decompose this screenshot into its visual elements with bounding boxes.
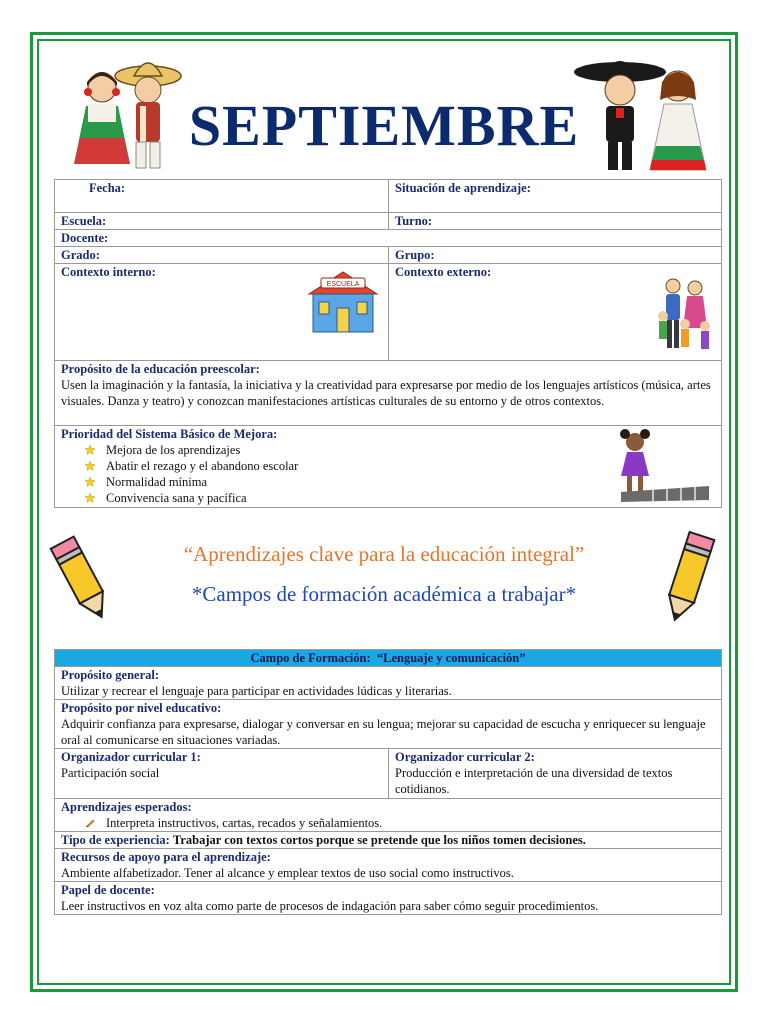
grado-label: Grado: [61, 248, 100, 262]
organizador-2-label: Organizador curricular 2: [395, 750, 535, 764]
pencil-bullet-icon [85, 818, 95, 828]
fecha-cell [55, 180, 389, 213]
prioridad-text: Mejora de los aprendizajes [106, 443, 241, 457]
star-bullet-icon [85, 477, 95, 487]
proposito-preescolar-label: Propósito de la educación preescolar: [61, 362, 260, 376]
papel-docente-cell [55, 882, 722, 915]
contexto-interno-label: Contexto interno: [61, 265, 156, 279]
recursos-label: Recursos de apoyo para el aprendizaje: [61, 850, 271, 864]
school-sign: ESCUELA [326, 281, 360, 288]
family-icon [655, 274, 713, 356]
situacion-cell [389, 180, 722, 213]
recursos-text: Ambiente alfabetizador. Tener al alcance y emplear textos de uso social como instructivos. [61, 866, 514, 880]
papel-docente-label: Papel de docente: [61, 883, 155, 897]
proposito-general-label: Propósito general: [61, 668, 160, 682]
campo-header-value: “Lenguaje y comunicación” [376, 651, 526, 665]
aprendizaje-text: Interpreta instructivos, cartas, recados y señalamientos. [106, 816, 383, 830]
prioridad-text: Abatir el rezago y el abandono escolar [106, 459, 299, 473]
campo-formacion-table [54, 649, 722, 915]
proposito-general-cell [55, 667, 722, 700]
contexto-externo-label: Contexto externo: [395, 265, 492, 279]
docente-label: Docente: [61, 231, 109, 245]
school-building-icon [305, 268, 381, 336]
prioridad-label: Prioridad del Sistema Básico de Mejora: [61, 427, 278, 441]
girl-hopscotch-icon [611, 428, 713, 504]
proposito-preescolar-text: Usen la imaginación y la fantasía, la iniciativa y la creatividad para expresarse por medio de los lenguajes artísticos (música, artes visuales. Danza y teatro) y conozcan manifestaciones artísticas culturales de su entorno y de otros contextos. [61, 378, 711, 408]
month-title: SEPTIEMBRE [188, 93, 580, 158]
escuela-label: Escuela: [61, 214, 107, 228]
organizador-2-text: Producción e interpretación de una diversidad de textos cotidianos. [395, 766, 673, 796]
aprendizaje-item [61, 815, 715, 831]
organizador-1-text: Participación social [61, 766, 160, 780]
proposito-nivel-label: Propósito por nivel educativo: [61, 701, 222, 715]
campo-header [55, 650, 722, 667]
prioridad-text: Normalidad mínima [106, 475, 208, 489]
organizador-1-cell [55, 749, 389, 799]
banner-aprendizajes-clave: “Aprendizajes clave para la educación integral” [183, 542, 585, 566]
grupo-label: Grupo: [395, 248, 435, 262]
proposito-nivel-text: Adquirir confianza para expresarse, dialogar y conversar en su lengua; mejorar su capacidad de escucha y enriquecer su lenguaje oral al comunicarse en situaciones variadas. [61, 717, 706, 747]
proposito-nivel-cell [55, 700, 722, 749]
star-bullet-icon [85, 461, 95, 471]
situacion-label: Situación de aprendizaje: [395, 181, 531, 195]
proposito-general-text: Utilizar y recrear el lenguaje para participar en actividades lúdicas y literarias. [61, 684, 452, 698]
contexto-externo-cell [389, 264, 722, 361]
organizador-1-label: Organizador curricular 1: [61, 750, 201, 764]
papel-docente-text: Leer instructivos en voz alta como parte de procesos de indagación para saber cómo seguir procedimientos. [61, 899, 599, 913]
info-table [54, 179, 722, 508]
prioridad-text: Convivencia sana y pacífica [106, 491, 247, 505]
contexto-interno-cell [55, 264, 389, 361]
star-bullet-icon [85, 445, 95, 455]
prioridad-cell [55, 426, 722, 508]
turno-label: Turno: [395, 214, 433, 228]
organizador-2-cell [389, 749, 722, 799]
campo-header-label: Campo de Formación: [250, 651, 371, 665]
recursos-cell [55, 849, 722, 882]
tipo-experiencia-text: Trabajar con textos cortos porque se pretende que los niños tomen decisiones. [172, 833, 586, 847]
proposito-preescolar-cell [55, 361, 722, 426]
tipo-experiencia-cell [55, 832, 722, 849]
fecha-label: Fecha: [89, 181, 126, 195]
banner-campos-formacion: *Campos de formación académica a trabajar* [191, 582, 577, 606]
star-bullet-icon [85, 493, 95, 503]
aprendizajes-cell [55, 799, 722, 832]
aprendizajes-label: Aprendizajes esperados: [61, 800, 192, 814]
tipo-experiencia-label: Tipo de experiencia: [61, 833, 170, 847]
